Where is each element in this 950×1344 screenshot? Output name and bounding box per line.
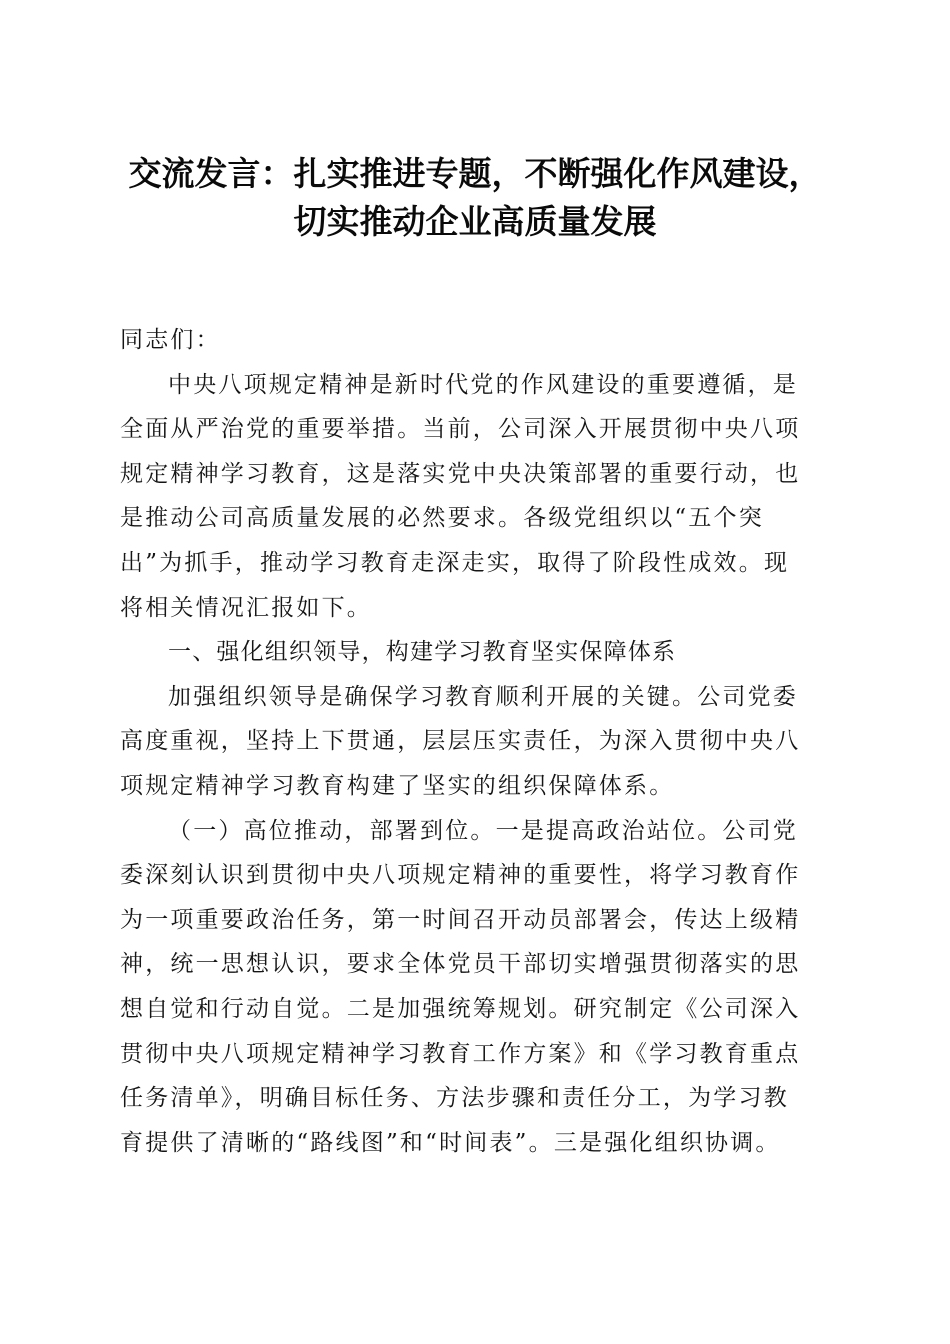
paragraph-subsection-1: [120, 809, 830, 1166]
paragraph-line: 任务清单》，明确目标任务、方法步骤和责任分工，为学习教: [120, 1085, 789, 1112]
paragraph-line: 中央八项规定精神是新时代党的作风建设的重要遵循，是: [168, 371, 798, 398]
paragraph-line: 贯彻中央八项规定精神学习教育工作方案》和《学习教育重点: [120, 1040, 801, 1067]
paragraph-line: 项规定精神学习教育构建了坚实的组织保障体系。: [120, 772, 675, 799]
paragraph-line: 将相关情况汇报如下。: [120, 594, 372, 621]
paragraph-intro: [120, 363, 830, 631]
document-body: [120, 318, 830, 1165]
paragraph-line: 神，统一思想认识，要求全体党员干部切实增强贯彻落实的思: [120, 951, 801, 978]
paragraph-line: 规定精神学习教育，这是落实党中央决策部署的重要行动，也: [120, 460, 801, 487]
paragraph-line: 为一项重要政治任务，第一时间召开动员部署会，传达上级精: [120, 906, 801, 933]
paragraph-line: 是推动公司高质量发展的必然要求。各级党组织以“五个突: [120, 505, 764, 532]
paragraph-line: 加强组织领导是确保学习教育顺利开展的关键。公司党委: [168, 683, 798, 710]
section-heading-1: 一、强化组织领导，构建学习教育坚实保障体系: [168, 639, 677, 666]
salutation: 同志们：: [120, 327, 221, 353]
paragraph-line: （一）高位推动，部署到位。一是提高政治站位。公司党: [168, 817, 798, 844]
title-line-1: 交流发言：扎实推进专题，不断强化作风建设，: [128, 154, 822, 193]
paragraph-section-1-intro: [120, 675, 830, 809]
paragraph-line: 想自觉和行动自觉。二是加强统筹规划。研究制定《公司深入: [120, 995, 801, 1022]
document-title: [100, 150, 850, 246]
paragraph-line: 全面从严治党的重要举措。当前，公司深入开展贯彻中央八项: [120, 416, 801, 443]
paragraph-line: 育提供了清晰的“路线图”和“时间表”。三是强化组织协调。: [120, 1129, 781, 1156]
paragraph-line: 出”为抓手，推动学习教育走深走实，取得了阶段性成效。现: [120, 549, 790, 576]
paragraph-line: 高度重视，坚持上下贯通，层层压实责任，为深入贯彻中央八: [120, 728, 801, 755]
paragraph-line: 委深刻认识到贯彻中央八项规定精神的重要性，将学习教育作: [120, 862, 801, 889]
title-line-2: 切实推动企业高质量发展: [293, 202, 657, 241]
